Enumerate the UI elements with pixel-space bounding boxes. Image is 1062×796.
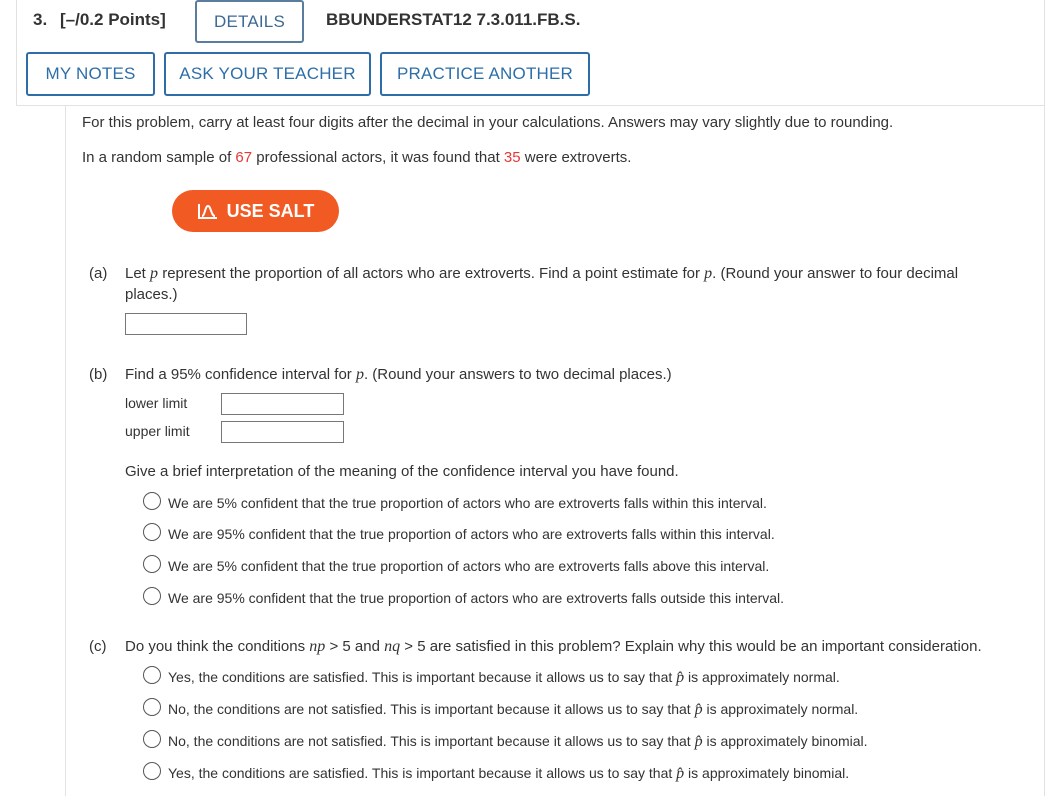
ask-teacher-button[interactable]: ASK YOUR TEACHER [164, 52, 371, 96]
part-b-text-1: Find a 95% confidence interval for [125, 366, 356, 383]
point-estimate-input[interactable] [125, 313, 247, 335]
part-c-text-1: Do you think the conditions [125, 638, 310, 655]
interpretation-option-3: We are 5% confident that the true proportion of actors who are extroverts falls above this interval. [168, 558, 770, 574]
part-b-text-2: . (Round your answers to two decimal places.) [363, 366, 672, 383]
var-p: p [704, 265, 713, 282]
my-notes-button[interactable]: MY NOTES [26, 52, 155, 96]
conditions-option-1 [168, 669, 840, 687]
var-p: p [355, 366, 364, 383]
option-text: No, the conditions are not satisfied. This is important because it allows us to say that [168, 733, 695, 749]
interpretation-prompt: Give a brief interpretation of the meaning of the confidence interval you have found. [125, 463, 679, 480]
part-c-label: (c) [89, 638, 107, 655]
sample-statement [82, 149, 631, 166]
interpretation-radio-2[interactable] [143, 523, 161, 541]
interpretation-option-4: We are 95% confident that the true proportion of actors who are extroverts falls outside this interval. [168, 590, 785, 606]
interpretation-option-1: We are 5% confident that the true proportion of actors who are extroverts falls within this interval. [168, 495, 767, 511]
question-number: 3. [33, 10, 48, 29]
part-a-text-3: . (Round your answer to four decimal [712, 265, 959, 282]
var-p-hat: p̂ [676, 669, 685, 686]
option-text: is approximately binomial. [702, 733, 868, 749]
var-np: np [309, 638, 326, 655]
lower-limit-label: lower limit [125, 395, 188, 411]
problem-code: BBUNDERSTAT12 7.3.011.FB.S. [326, 10, 581, 29]
part-a-prompt [125, 265, 958, 283]
rounding-note: For this problem, carry at least four digits after the decimal in your calculations. Answers may vary slightly due to rounding. [82, 114, 894, 131]
lower-limit-input[interactable] [221, 393, 344, 415]
var-p-hat: p̂ [694, 733, 703, 750]
part-b-label: (b) [89, 366, 108, 383]
part-a-text-2: represent the proportion of all actors who are extroverts. Find a point estimate for [158, 265, 705, 282]
conditions-option-3 [168, 733, 868, 751]
part-a-label: (a) [89, 265, 108, 282]
var-p-hat: p̂ [676, 765, 685, 782]
sample-suffix: were extroverts. [520, 149, 632, 166]
part-c-text-2: > 5 and [325, 638, 385, 655]
option-text: is approximately normal. [702, 701, 859, 717]
interpretation-radio-4[interactable] [143, 587, 161, 605]
points-label: [–/0.2 Points] [60, 10, 166, 29]
var-p: p [150, 265, 159, 282]
sample-size: 67 [235, 149, 253, 166]
option-text: is approximately binomial. [684, 765, 850, 781]
option-text: No, the conditions are not satisfied. This is important because it allows us to say that [168, 701, 695, 717]
option-text: Yes, the conditions are satisfied. This is important because it allows us to say that [168, 765, 677, 781]
part-c-prompt [125, 638, 982, 656]
part-c-text-3: > 5 are satisfied in this problem? Explain why this would be an important consideration. [400, 638, 982, 655]
sample-middle: professional actors, it was found that [252, 149, 504, 166]
interpretation-radio-1[interactable] [143, 492, 161, 510]
part-a-text-1: Let [125, 265, 151, 282]
interpretation-radio-3[interactable] [143, 555, 161, 573]
extrovert-count: 35 [503, 149, 521, 166]
option-text: is approximately normal. [684, 669, 840, 685]
upper-limit-input[interactable] [221, 421, 344, 443]
conditions-option-4 [168, 765, 849, 783]
var-p-hat: p̂ [694, 701, 703, 718]
sample-prefix: In a random sample of [82, 149, 236, 166]
part-a-prompt-line2: places.) [125, 286, 178, 303]
var-nq: nq [384, 638, 401, 655]
interpretation-option-2: We are 95% confident that the true proportion of actors who are extroverts falls within this interval. [168, 526, 775, 542]
conditions-radio-3[interactable] [143, 730, 161, 748]
use-salt-label: USE SALT [226, 200, 315, 221]
conditions-radio-2[interactable] [143, 698, 161, 716]
part-b-prompt [125, 366, 672, 384]
upper-limit-label: upper limit [125, 423, 190, 439]
use-salt-button[interactable] [172, 190, 339, 232]
salt-chart-icon [197, 202, 219, 220]
option-text: Yes, the conditions are satisfied. This is important because it allows us to say that [168, 669, 677, 685]
conditions-radio-1[interactable] [143, 666, 161, 684]
conditions-radio-4[interactable] [143, 762, 161, 780]
details-button[interactable]: DETAILS [195, 0, 304, 43]
practice-another-button[interactable]: PRACTICE ANOTHER [380, 52, 590, 96]
conditions-option-2 [168, 701, 858, 719]
